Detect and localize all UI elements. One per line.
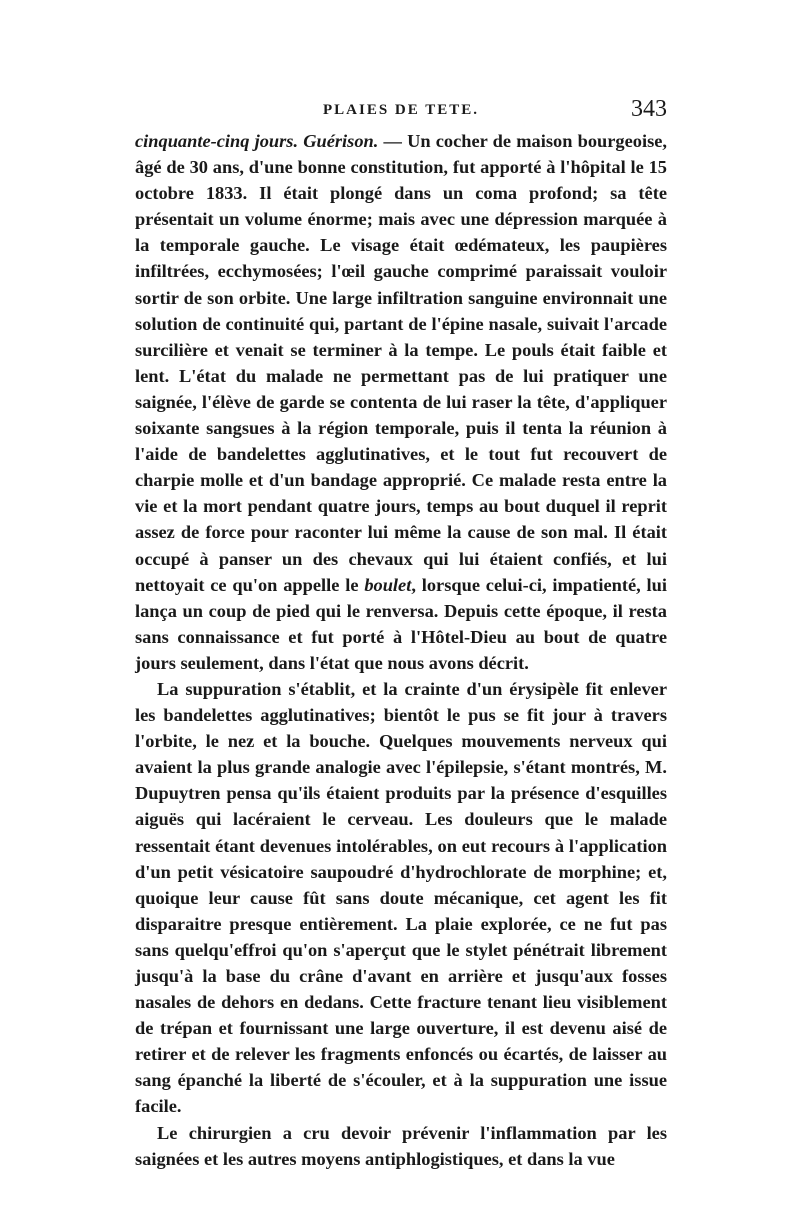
body-text — [135, 128, 667, 1172]
paragraph-1 — [135, 128, 667, 676]
paragraph-1-text-b: , lorsque celui-ci, impatienté, lui lança un coup de pied qui le renversa. Depuis cette époque, il resta sans connaissance et fut porté à l'Hôtel-Dieu au bout de quatre jours seulement, dans l'état que nous avons décrit. — [135, 574, 667, 673]
paragraph-3: Le chirurgien a cru devoir prévenir l'inflammation par les saignées et les autres moyens antiphlogistiques, et dans la vue — [135, 1122, 667, 1169]
running-header — [135, 96, 667, 126]
paragraph-2: La suppuration s'établit, et la crainte d'un érysipèle fit enlever les bandelettes agglutinatives; bientôt le pus se fit jour à travers l'orbite, le nez et la bouche. Quelques mouvements nerveux qui avaient la plus grande analogie avec l'épilepsie, s'étant montrés, M. Dupuytren pensa qu'ils étaient produits par la présence d'esquilles aiguës qui lacéraient le cerveau. Les douleurs que le malade ressentait étant devenues intolérables, on eut recours à l'application d'un petit vésicatoire saupoudré d'hydrochlorate de morphine; et, quoique leur cause fût sans doute mécanique, cet agent les fit disparaitre presque entièrement. La plaie explorée, ce ne fut pas sans quelqu'effroi qu'on s'aperçut que le stylet pénétrait librement jusqu'à la base du crâne d'avant en arrière et jusqu'aux fosses nasales de dehors en dedans. Cette fracture tenant lieu visiblement de trépan et fournissant une large ouverture, il est devenu aisé de retirer et de relever les fragments enfoncés ou écartés, de laisser au sang épanché la liberté de s'écouler, et à la suppuration une issue facile. — [135, 678, 667, 1117]
running-title: PLAIES DE TETE. — [322, 102, 480, 118]
paragraph-1-text-a: — Un cocher de maison bourgeoise, âgé de 30 ans, d'une bonne constitution, fut apporté à l'hôpital le 15 octobre 1833. Il était plongé dans un coma profond; sa tête présentait un volume énorme; mais avec une dépression marquée à la temporale gauche. Le visage était œdémateux, les paupières infiltrées, ecchymosées; l'œil gauche comprimé paraissait vouloir sortir de son orbite. Une large infiltration sanguine environnait une solution de continuité qui, partant de l'épine nasale, suivait l'arcade surcilière et venait se terminer à la tempe. Le pouls était faible et lent. L'état du malade ne permettant pas de lui pratiquer une saignée, l'élève de garde se contenta de lui raser la tête, d'appliquer soixante sangsues à la région temporale, puis il tenta la réunion à l'aide de bandelettes agglutinatives, et le tout fut recouvert de charpie molle et d'un bandage approprié. Ce malade resta entre la vie et la mort pendant quatre jours, temps au bout duquel il reprit assez de force pour raconter lui même la cause de son mal. Il était occupé à panser un des chevaux qui lui étaient confiés, et lui nettoyait ce qu'on appelle le — [135, 131, 667, 595]
case-heading-italic: cinquante-cinq jours. Guérison. — [135, 131, 379, 151]
page-number: 343 — [631, 96, 667, 122]
italic-term: boulet — [364, 574, 412, 595]
